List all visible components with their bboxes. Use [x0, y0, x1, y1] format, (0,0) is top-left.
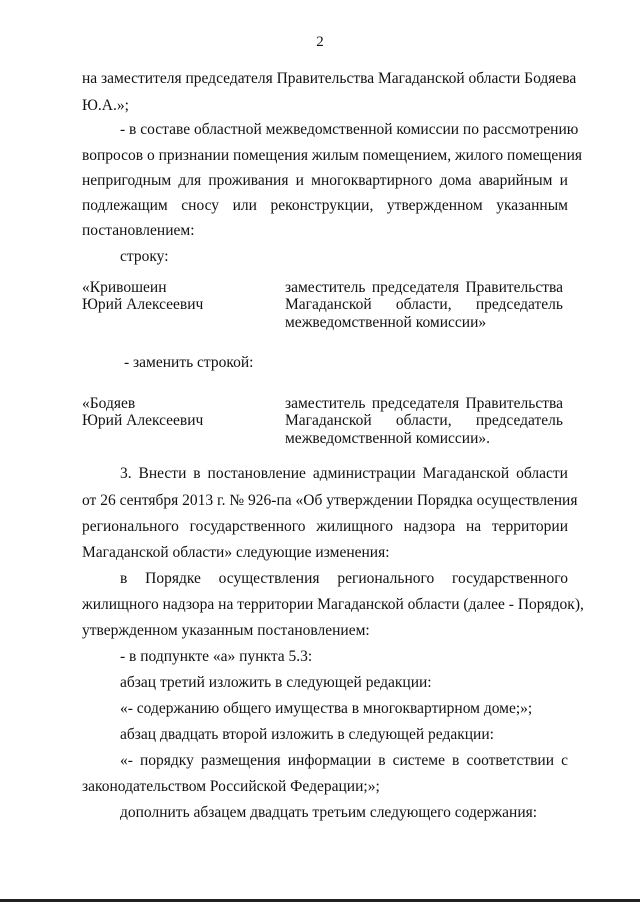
text-line-14 [120, 571, 568, 587]
word: сносу [181, 197, 220, 214]
word: и [559, 172, 568, 189]
word: Магаданской [285, 296, 372, 313]
text-line-19: «- содержанию общего имущества в многоквартирном доме;»; [120, 700, 533, 717]
text-line-10 [120, 466, 568, 482]
text-line-18: абзац третий изложить в следующей редакции: [120, 674, 432, 691]
word: регионального [337, 570, 435, 587]
word: подлежащим [82, 197, 168, 214]
block2-position-line-3: межведомственной комиссии». [285, 430, 490, 447]
word: территории [491, 518, 568, 535]
text-line-7: постановлением: [82, 222, 195, 239]
word: области, [395, 412, 452, 429]
block1-position-line-2 [285, 297, 563, 313]
word: председателя [371, 395, 460, 412]
word: председатель [475, 412, 563, 429]
text-line-22: законодательством Российской Федерации;»; [82, 778, 380, 795]
text-line-4: вопросов о признании помещения жилым помещением, жилого помещения [82, 147, 583, 164]
word: системе [392, 752, 445, 769]
text-line-15: жилищного надзора на территории Магаданской области (далее - Порядок), [82, 596, 584, 613]
word: администрации [312, 465, 416, 482]
word: государственного [452, 570, 568, 587]
text-line-11: от 26 сентября 2013 г. № 926-па «Об утверждении Порядка осуществления [82, 492, 578, 509]
text-line-17: - в подпункте «а» пункта 5.3: [120, 648, 313, 665]
word: дома [439, 172, 472, 189]
text-line-9: - заменить строкой: [124, 354, 254, 371]
word: для [178, 172, 202, 189]
text-line-6 [82, 198, 568, 214]
word: с [561, 752, 568, 769]
word: в [120, 570, 128, 587]
text-line-13: Магаданской области» следующие изменения: [82, 544, 390, 561]
word: утвержденном [386, 197, 483, 214]
word: 3. [120, 465, 132, 482]
page-number: 2 [316, 34, 324, 50]
text-line-1: на заместителя председателя Правительства Магаданской области Бодяева [82, 70, 577, 87]
word: жилищного [316, 518, 393, 535]
block1-name-surname: «Кривошеин [82, 279, 167, 296]
bottom-scan-edge [0, 899, 640, 902]
word: регионального [82, 518, 179, 535]
word: на [466, 518, 482, 535]
block2-name-surname: «Бодяев [82, 395, 136, 412]
word: проживания [208, 172, 289, 189]
text-line-16: утвержденном указанным постановлением: [82, 622, 370, 639]
text-line-3: - в составе областной межведомственной комиссии по рассмотрению [120, 121, 579, 138]
block2-position-line-2 [285, 413, 563, 429]
text-line-8: строку: [120, 248, 169, 265]
word: Внести [138, 465, 187, 482]
word: реконструкции, [270, 197, 374, 214]
word: заместитель [285, 279, 366, 296]
word: аварийным [478, 172, 553, 189]
block2-name-given: Юрий Алексеевич [82, 412, 204, 429]
word: в [452, 752, 460, 769]
word: Магаданской [285, 412, 372, 429]
word: области [516, 465, 568, 482]
text-line-23: дополнить абзацем двадцать третьим следующего содержания: [120, 804, 538, 821]
word: указанным [496, 197, 568, 214]
word: порядку [139, 752, 194, 769]
text-line-21 [120, 753, 568, 769]
block1-name-given: Юрий Алексеевич [82, 296, 204, 313]
text-line-5 [82, 173, 568, 189]
text-line-2: Ю.А.»; [82, 97, 129, 114]
word: заместитель [285, 395, 366, 412]
word: «- [120, 752, 133, 769]
text-line-12 [82, 519, 568, 535]
word: председатель [475, 296, 563, 313]
word: размещения [200, 752, 281, 769]
block2-position-line-1 [285, 396, 563, 412]
word: Правительства [465, 279, 563, 296]
word: соответствии [466, 752, 555, 769]
word: постановление [207, 465, 306, 482]
text-line-20: абзац двадцать второй изложить в следующей редакции: [120, 726, 494, 743]
word: в [378, 752, 386, 769]
word: председателя [371, 279, 460, 296]
word: в [193, 465, 201, 482]
word: Магаданской [422, 465, 510, 482]
word: многоквартирного [311, 172, 433, 189]
word: информации [287, 752, 372, 769]
block1-position-line-1 [285, 280, 563, 296]
word: Правительства [465, 395, 563, 412]
word: надзора [403, 518, 456, 535]
word: области, [395, 296, 452, 313]
word: или [232, 197, 257, 214]
word: Порядке [145, 570, 201, 587]
word: осуществления [218, 570, 320, 587]
word: государственного [189, 518, 306, 535]
word: непригодным [82, 172, 172, 189]
word: и [295, 172, 304, 189]
block1-position-line-3: межведомственной комиссии» [285, 314, 487, 331]
